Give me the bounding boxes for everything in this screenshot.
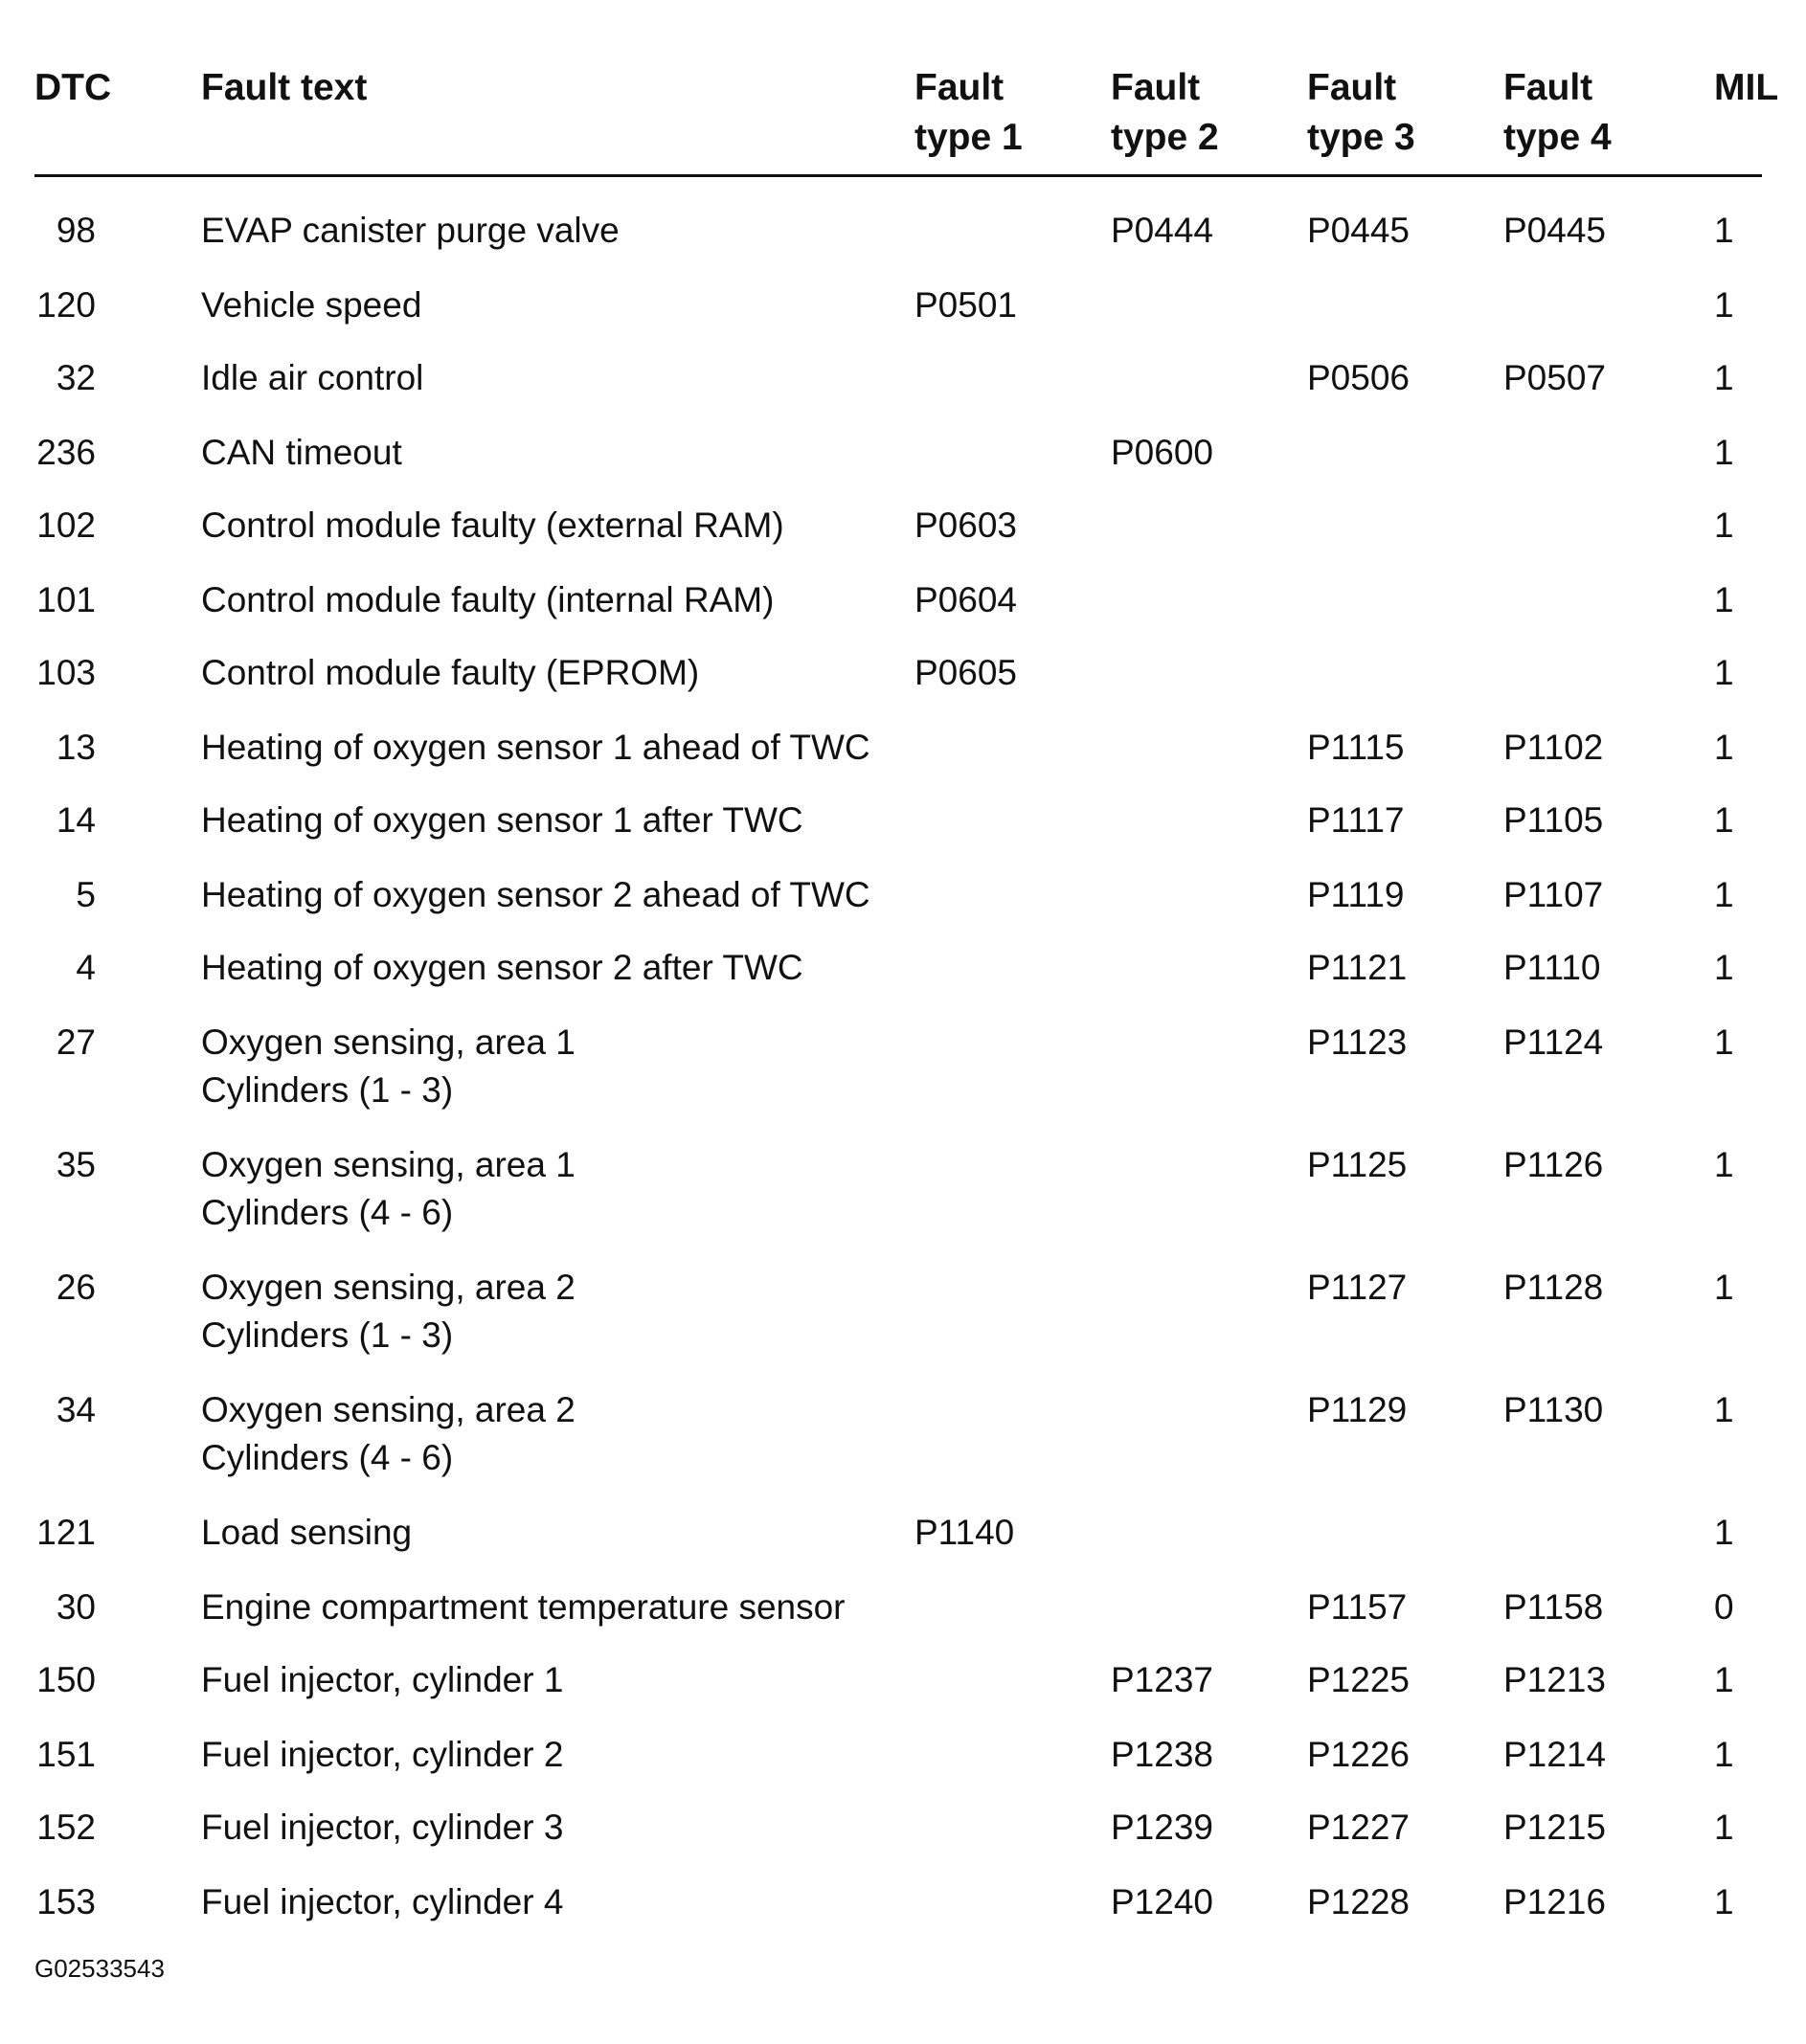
mil-cell: 1 (1714, 1735, 1734, 1774)
fault-type-2-cell: P1240 (1111, 1882, 1213, 1921)
mil-cell: 1 (1714, 728, 1734, 767)
dtc-cell: 34 (56, 1390, 96, 1429)
header-rule (34, 174, 1762, 177)
fault-type-3-cell: P1125 (1307, 1145, 1408, 1184)
fault-type-4-cell: P1215 (1503, 1808, 1606, 1847)
header-fault-type-3: Fault type 3 (1307, 67, 1415, 158)
table-row (0, 1386, 1806, 1509)
fault-text-cell: Heating of oxygen sensor 2 after TWC (201, 948, 803, 987)
mil-cell: 1 (1714, 1145, 1734, 1184)
mil-cell: 1 (1714, 1513, 1734, 1552)
fault-text-cell: Oxygen sensing, area 1 Cylinders (4 - 6) (201, 1145, 576, 1232)
table-body (0, 207, 1806, 1951)
fault-type-3-cell: P1115 (1307, 728, 1405, 767)
mil-cell: 1 (1714, 580, 1734, 619)
mil-cell: 1 (1714, 285, 1734, 325)
fault-text-cell: EVAP canister purge valve (201, 211, 620, 250)
mil-cell: 1 (1714, 211, 1734, 250)
fault-text-cell: Vehicle speed (201, 285, 422, 325)
dtc-cell: 27 (56, 1022, 96, 1062)
mil-cell: 1 (1714, 800, 1734, 840)
fault-type-4-cell: P1216 (1503, 1882, 1606, 1921)
fault-type-4-cell: P1124 (1503, 1022, 1604, 1062)
fault-text-cell: Oxygen sensing, area 1 Cylinders (1 - 3) (201, 1022, 576, 1110)
dtc-cell: 30 (56, 1587, 96, 1627)
fault-type-3-cell: P1123 (1307, 1022, 1408, 1062)
fault-type-4-cell: P1110 (1503, 948, 1601, 987)
fault-type-2-cell: P1237 (1111, 1660, 1213, 1699)
fault-text-cell: Control module faulty (external RAM) (201, 505, 784, 545)
dtc-cell: 13 (56, 728, 96, 767)
fault-type-3-cell: P1127 (1307, 1268, 1408, 1307)
fault-type-3-cell: P1227 (1307, 1808, 1410, 1847)
fault-type-3-cell: P1228 (1307, 1882, 1410, 1921)
table-row (0, 1264, 1806, 1386)
mil-cell: 1 (1714, 433, 1734, 472)
header-fault-text: Fault text (201, 67, 368, 108)
fault-type-3-cell: P0445 (1307, 211, 1410, 250)
fault-type-4-cell: P1214 (1503, 1735, 1606, 1774)
dtc-cell: 32 (56, 358, 96, 397)
fault-type-4-cell: P0507 (1503, 358, 1606, 397)
fault-type-4-cell: P1105 (1503, 800, 1604, 840)
fault-type-1-cell: P0501 (914, 285, 1017, 325)
table-row (0, 1656, 1806, 1731)
mil-cell: 1 (1714, 505, 1734, 545)
fault-type-4-cell: P0445 (1503, 211, 1606, 250)
table-row (0, 1019, 1806, 1141)
header-fault-type-2: Fault type 2 (1111, 67, 1219, 158)
fault-type-1-cell: P1140 (914, 1513, 1015, 1552)
dtc-cell: 121 (36, 1513, 96, 1552)
fault-type-4-cell: P1128 (1503, 1268, 1604, 1307)
fault-type-3-cell: P1117 (1307, 800, 1405, 840)
table-row (0, 207, 1806, 281)
table-row (0, 502, 1806, 576)
fault-type-4-cell: P1158 (1503, 1587, 1604, 1627)
dtc-cell: 150 (36, 1660, 96, 1699)
dtc-cell: 103 (36, 653, 96, 692)
dtc-cell: 5 (76, 875, 96, 914)
table-row (0, 281, 1806, 354)
fault-type-2-cell: P0444 (1111, 211, 1213, 250)
fault-type-1-cell: P0604 (914, 580, 1017, 619)
figure-id: G02533543 (34, 1954, 165, 1983)
mil-cell: 1 (1714, 1660, 1734, 1699)
mil-cell: 1 (1714, 1022, 1734, 1062)
dtc-cell: 152 (36, 1808, 96, 1847)
dtc-cell: 4 (76, 948, 96, 987)
mil-cell: 1 (1714, 1390, 1734, 1429)
fault-type-3-cell: P1225 (1307, 1660, 1410, 1699)
fault-type-4-cell: P1102 (1503, 728, 1604, 767)
fault-type-4-cell: P1130 (1503, 1390, 1604, 1429)
dtc-cell: 153 (36, 1882, 96, 1921)
fault-type-4-cell: P1213 (1503, 1660, 1606, 1699)
fault-type-4-cell: P1107 (1503, 875, 1604, 914)
mil-cell: 1 (1714, 653, 1734, 692)
fault-text-cell: Fuel injector, cylinder 1 (201, 1660, 564, 1699)
fault-type-3-cell: P1157 (1307, 1587, 1408, 1627)
fault-text-cell: Heating of oxygen sensor 1 after TWC (201, 800, 803, 840)
dtc-cell: 35 (56, 1145, 96, 1184)
mil-cell: 1 (1714, 1808, 1734, 1847)
table-row (0, 1731, 1806, 1804)
dtc-cell: 98 (56, 211, 96, 250)
fault-text-cell: Idle air control (201, 358, 424, 397)
fault-type-3-cell: P1121 (1307, 948, 1408, 987)
table-row (0, 1584, 1806, 1656)
fault-text-cell: Fuel injector, cylinder 2 (201, 1735, 564, 1774)
dtc-cell: 26 (56, 1268, 96, 1307)
header-fault-type-4: Fault type 4 (1503, 67, 1612, 158)
table-row (0, 797, 1806, 871)
fault-text-cell: Fuel injector, cylinder 4 (201, 1882, 564, 1921)
table-row (0, 1804, 1806, 1878)
fault-text-cell: Load sensing (201, 1513, 413, 1552)
fault-type-3-cell: P0506 (1307, 358, 1410, 397)
dtc-cell: 102 (36, 505, 96, 545)
dtc-cell: 151 (36, 1735, 96, 1774)
mil-cell: 1 (1714, 358, 1734, 397)
fault-type-3-cell: P1129 (1307, 1390, 1408, 1429)
dtc-cell: 236 (36, 433, 96, 472)
fault-type-2-cell: P1238 (1111, 1735, 1213, 1774)
fault-text-cell: Heating of oxygen sensor 2 ahead of TWC (201, 875, 870, 914)
fault-text-cell: CAN timeout (201, 433, 402, 472)
table-row (0, 871, 1806, 944)
fault-text-cell: Heating of oxygen sensor 1 ahead of TWC (201, 728, 870, 767)
fault-text-cell: Oxygen sensing, area 2 Cylinders (4 - 6) (201, 1390, 576, 1477)
mil-cell: 1 (1714, 875, 1734, 914)
table-row (0, 354, 1806, 429)
fault-type-2-cell: P0600 (1111, 433, 1213, 472)
table-row (0, 944, 1806, 1019)
mil-cell: 1 (1714, 1882, 1734, 1921)
fault-type-1-cell: P0603 (914, 505, 1017, 545)
header-dtc: DTC (34, 67, 112, 108)
dtc-cell: 101 (36, 580, 96, 619)
table-row (0, 1878, 1806, 1951)
fault-type-3-cell: P1226 (1307, 1735, 1410, 1774)
mil-cell: 1 (1714, 1268, 1734, 1307)
fault-type-2-cell: P1239 (1111, 1808, 1213, 1847)
mil-cell: 0 (1714, 1587, 1734, 1627)
table-row (0, 1141, 1806, 1264)
table-header (0, 63, 1806, 178)
fault-type-3-cell: P1119 (1307, 875, 1405, 914)
mil-cell: 1 (1714, 948, 1734, 987)
table-row (0, 576, 1806, 649)
fault-type-1-cell: P0605 (914, 653, 1017, 692)
table-row (0, 649, 1806, 724)
fault-type-4-cell: P1126 (1503, 1145, 1604, 1184)
fault-text-cell: Control module faulty (internal RAM) (201, 580, 775, 619)
dtc-cell: 14 (56, 800, 96, 840)
fault-text-cell: Fuel injector, cylinder 3 (201, 1808, 564, 1847)
dtc-cell: 120 (36, 285, 96, 325)
header-fault-type-1: Fault type 1 (914, 67, 1023, 158)
table-row (0, 429, 1806, 502)
table-row (0, 724, 1806, 797)
fault-text-cell: Engine compartment temperature sensor (201, 1587, 846, 1627)
fault-text-cell: Control module faulty (EPROM) (201, 653, 700, 692)
header-mil: MIL (1714, 67, 1779, 108)
fault-text-cell: Oxygen sensing, area 2 Cylinders (1 - 3) (201, 1268, 576, 1355)
table-row (0, 1509, 1806, 1584)
